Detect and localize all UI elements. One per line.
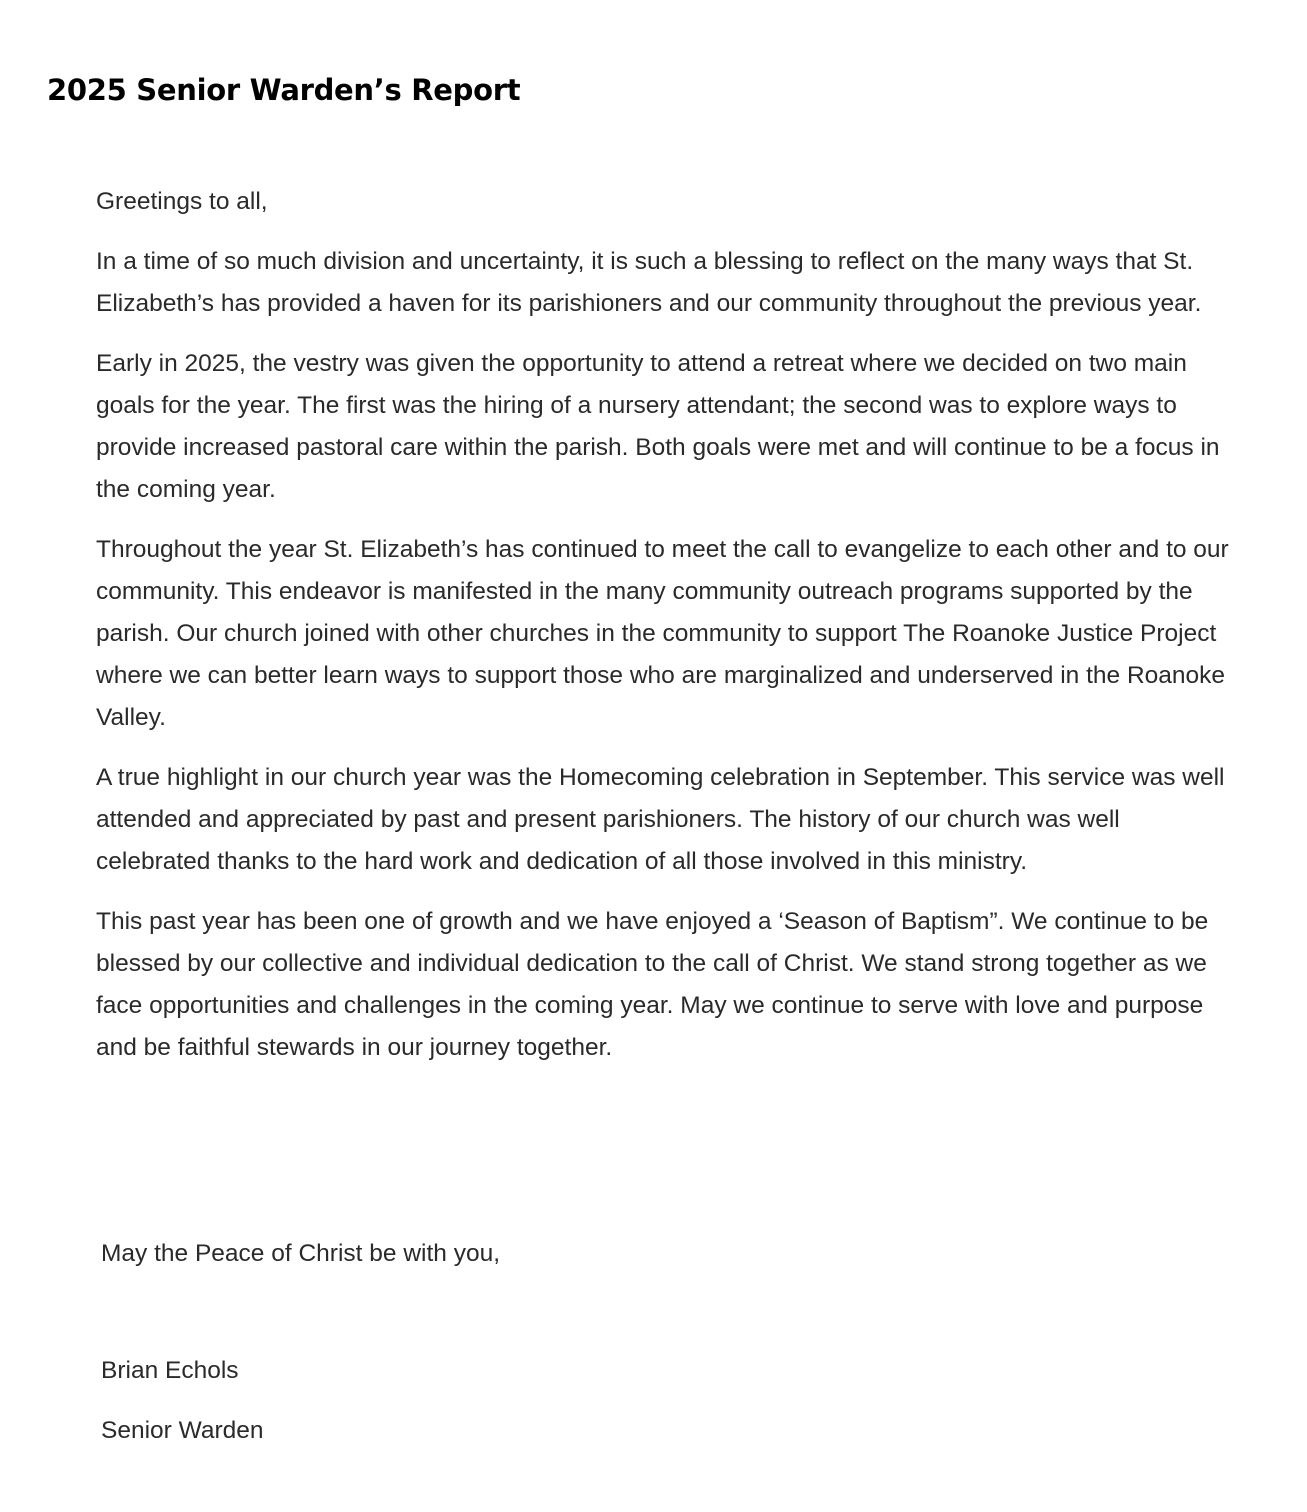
paragraph-outreach: Throughout the year St. Elizabeth’s has continued to meet the call to evangelize to each other and to our community. This endeavor is manifested in the many community outreach programs supported by the parish. Our church joined with other churches in the community to support The Roanoke Justice Project where we can better learn ways to support those who are marginalized and underserved in the Roanoke Valley.	[96, 536, 1229, 731]
paragraph-homecoming: A true highlight in our church year was the Homecoming celebration in September. This service was well attended and appreciated by past and present parishioners. The history of our church was well celebrated thanks to the hard work and dedication of all those involved in this ministry.	[96, 764, 1225, 875]
greeting: Greetings to all,	[96, 188, 268, 215]
signature-block	[101, 1356, 264, 1476]
paragraph-growth: This past year has been one of growth and we have enjoyed a ‘Season of Baptism”. We continue to be blessed by our collective and individual dedication to the call of Christ. We stand strong together as we face opportunities and challenges in the coming year. May we continue to serve with love and purpose and be faithful stewards in our journey together.	[96, 908, 1209, 1061]
signer-role: Senior Warden	[101, 1417, 264, 1444]
page-title: 2025 Senior Warden’s Report	[47, 73, 521, 107]
signer-name: Brian Echols	[101, 1357, 239, 1384]
closing-line: May the Peace of Christ be with you,	[101, 1240, 500, 1267]
letter-body	[96, 181, 1236, 1087]
paragraph-goals: Early in 2025, the vestry was given the opportunity to attend a retreat where we decided on two main goals for the year. The first was the hiring of a nursery attendant; the second was to explore ways to provide increased pastoral care within the parish. Both goals were met and will continue to be a focus in the coming year.	[96, 350, 1220, 503]
paragraph-intro: In a time of so much division and uncertainty, it is such a blessing to reflect on the many ways that St. Elizabeth’s has provided a haven for its parishioners and our community throughout the previous year.	[96, 248, 1202, 317]
